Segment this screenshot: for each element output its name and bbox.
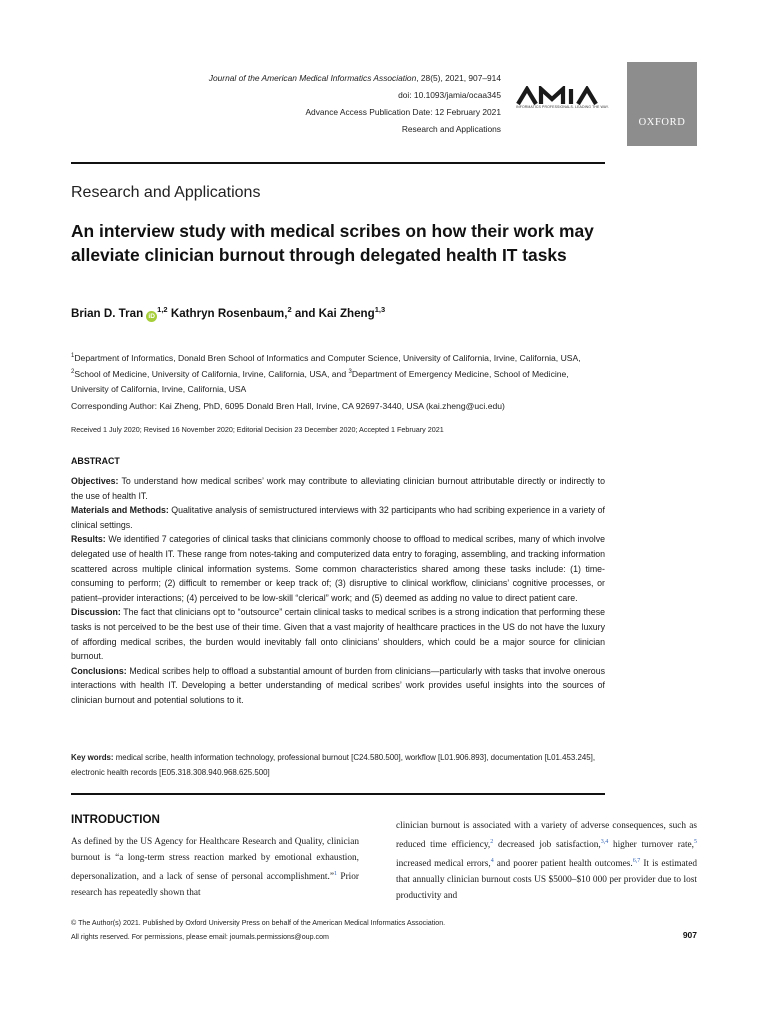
abstract-discussion: Discussion: The fact that clinicians opt to “outsource” certain clinical tasks to medical scribes is a strong indication that performing these tasks is not perceived to be the best use of their time. Given that a vast majority of healthcare practices in the US do not have the luxury of affording medical scribes, the burden would inevitably fall onto clinicians’ shoulders, which could be a major source for clinician burnout. (71, 607, 605, 662)
keywords: Key words: medical scribe, health information technology, professional burnout [C24.580.500], workflow [L01.906.893], documentation [L01.453.245], electronic health records [E05.318.308.940.968.625.500] (71, 753, 596, 777)
header-section: Research and Applications (401, 124, 501, 134)
author-name: Brian D. Tran (71, 306, 144, 320)
intro-left-column: As defined by the US Agency for Healthcare Research and Quality, clinician burnout is “a long-term stress reaction marked by emotional exhaustion, depersonalization, and a lack of sense of personal accomplishment.”$^1$ Prior research has repeatedly shown that (71, 837, 359, 899)
abstract-conclusions: Conclusions: Medical scribes help to offload a substantial amount of burden from clinicians—particularly with tasks that involve onerous interactions with health IT. Developing a better understanding of medical scribes’ work provides useful insights into the sources of clinician burnout and potential solutions to it. (71, 665, 605, 705)
doi[interactable]: doi: 10.1093/jamia/ocaa345 (398, 90, 501, 100)
abstract-objectives: Objectives: To understand how medical scribes’ work may contribute to alleviating clinician burnout attributable directly or indirectly to the use of health IT. (71, 476, 605, 501)
introduction-heading: INTRODUCTION (71, 813, 160, 826)
author-name: and Kai Zheng (294, 306, 375, 320)
journal-name: Journal of the American Medical Informatics Association (208, 73, 417, 83)
reference-link[interactable]: 2 (490, 839, 494, 845)
abstract-heading: ABSTRACT (71, 456, 120, 466)
reference-link[interactable]: 1 (333, 871, 337, 877)
author-affil-sup: 1,3 (374, 305, 386, 314)
abstract-rule (71, 793, 605, 795)
section-label: Research and Applications (71, 184, 261, 201)
reference-link[interactable]: 4 (490, 858, 494, 865)
article-title: An interview study with medical scribes on how their work may alleviate clinician burnout through delegated health IT tasks (71, 221, 594, 265)
intro-right-column: clinician burnout is associated with a variety of adverse consequences, such as reduced time efficiency,$^2$ decreased job satisfaction,$^{3,4}$ higher turnover rate,$^5$ increased medical errors,$^4$ and poorer patient health outcomes.$^{6,7}$ It is estimated that annually clinician burnout costs US $5000–$10 000 per provider due to lost productivity and (396, 821, 697, 902)
amia-letter-m (541, 89, 563, 104)
page-number: 907 (682, 930, 697, 940)
advance-access-date: Advance Access Publication Date: 12 February 2021 (305, 107, 501, 117)
author-list (71, 305, 385, 322)
abstract-body (71, 474, 605, 708)
header-rule (71, 162, 605, 164)
received-dates: Received 1 July 2020; Revised 16 November 2020; Editorial Decision 23 December 2020; Accepted 1 February 2021 (71, 425, 444, 434)
reference-link[interactable]: 5 (694, 839, 697, 845)
copyright-notice: © The Author(s) 2021. Published by Oxford University Press on behalf of the American Medical Informatics Association. All rights reserved. For permissions, please email: journals.permissions@oup.com (71, 919, 446, 941)
journal-header (209, 70, 501, 138)
abstract-results: Results: We identified 7 categories of clinical tasks that clinicians commonly choose to offload to medical scribes, many of which involve delegated use of health IT. These range from notes-taking and computerized data entry to foraging, assembling, and tracking information scattered across multiple clinical information systems. Some common characteristics shared among these tasks include: (1) time-consuming to perform; (2) difficult to remember or keep track of; (3) disruptive to clinical workflow, clinicians’ cognitive processes, or patient–provider interactions; (4) perceived to be low-skill “clerical” work; and (5) deemed as adding no value to direct patient care. (71, 534, 605, 603)
orcid-icon[interactable]: iD (146, 311, 157, 322)
affiliations: $^1$Department of Informatics, Donald Bren School of Informatics and Computer Science, University of California, Irvine, California, USA, $^2$School of Medicine, University of California, Irvine, California, USA, and $^3$Department of Emergency Medicine, School of Medicine, University of California, Irvine, California, USA (71, 352, 581, 394)
oxford-logo (627, 62, 697, 146)
oxford-logo-text: OXFORD (638, 117, 686, 128)
keywords-label: Key words: (71, 753, 114, 762)
reference-link[interactable]: 3,4 (600, 839, 609, 845)
author-name: Kathryn Rosenbaum, (170, 306, 288, 320)
reference-link[interactable]: 6,7 (632, 858, 641, 865)
amia-letter-a2 (578, 89, 596, 104)
author-affil-sup: 2 (287, 305, 292, 314)
abstract-methods: Materials and Methods: Qualitative analysis of semistructured interviews with 32 participants who had scribing experience in a variety of clinical settings. (71, 505, 605, 530)
journal-citation: Journal of the American Medical Informatics Association, 28(5), 2021, 907–914 (208, 73, 501, 83)
amia-logo-letters (518, 89, 596, 104)
amia-tagline: INFORMATICS PROFESSIONALS. LEADING THE WAY. (516, 105, 609, 109)
author-affil-sup: 1,2 (157, 305, 168, 314)
corresponding-author: Corresponding Author: Kai Zheng, PhD, 6095 Donald Bren Hall, Irvine, CA 92697-3440, USA (kai.zheng@uci.edu) (71, 401, 505, 411)
amia-letter-a1 (518, 89, 536, 104)
